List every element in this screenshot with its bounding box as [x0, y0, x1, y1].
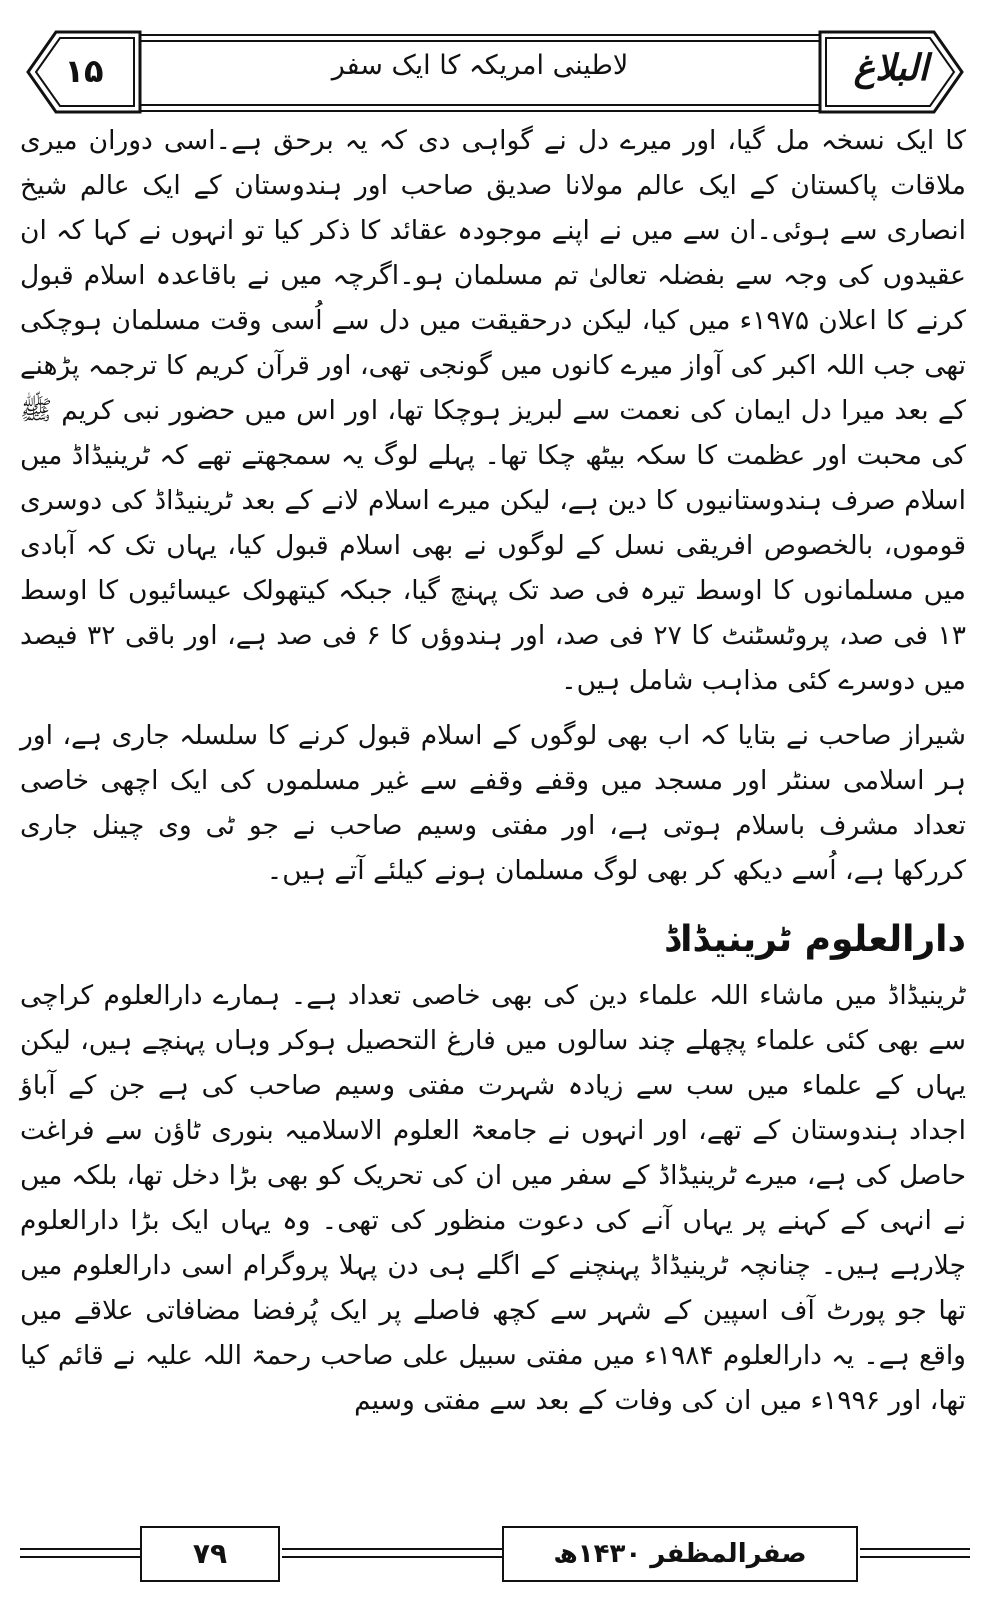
header-rule — [92, 40, 860, 42]
footer-page-number — [140, 1526, 280, 1582]
footer-issue-date — [502, 1526, 858, 1582]
paragraph: شیراز صاحب نے بتایا کہ اب بھی لوگوں کے اسلام قبول کرنے کا سلسلہ جاری ہے، اور ہر اسلامی سنٹر اور مسجد میں وقفے وقفے سے غیر مسلموں کی ایک اچھی خاصی تعداد مشرف باسلام ہوتی ہے، اور مفتی وسیم صاحب نے جو ٹی وی چینل جاری کررکھا ہے، اُسے دیکھ کر بھی لوگ مسلمان ہونے کیلئے آتے ہیں۔ — [20, 720, 966, 886]
paragraph: ٹرینیڈاڈ میں ماشاء اللہ علماء دین کی بھی خاصی تعداد ہے۔ ہمارے دارالعلوم کراچی سے بھی کئی علماء پچھلے چند سالوں میں فارغ التحصیل ہوکر وہاں پہنچے ہیں، لیکن یہاں کے علماء میں سب سے زیادہ شہرت مفتی وسیم صاحب کی ہے جن کے آباؤ اجداد ہندوستان کے تھے، اور انہوں نے جامعۃ العلوم الاسلامیہ بنوری ٹاؤن سے فراغت حاصل کی ہے، میرے ٹرینیڈاڈ کے سفر میں ان کی تحریک کو بھی بڑا دخل تھا، بلکہ میں نے انہی کے کہنے پر یہاں آنے کی دعوت منظور کی تھی۔ وہ یہاں ایک بڑا دارالعلوم چلارہے ہیں۔ چنانچہ ٹرینیڈاڈ پہنچنے کے اگلے ہی دن پہلا پروگرام اسی دارالعلوم میں تھا جو پورٹ آف اسپین کے شہر سے کچھ فاصلے پر ایک پُرفضا مضافاتی علاقے میں واقع ہے۔ یہ دارالعلوم ۱۹۸۴ء میں مفتی سبیل علی صاحب رحمۃ اللہ علیہ نے قائم کیا تھا، اور ۱۹۹۶ء میں ان کی وفات کے بعد سے مفتی وسیم — [20, 980, 966, 1416]
footer-rule — [282, 1556, 502, 1558]
page-number-badge — [24, 28, 144, 116]
footer-rule — [860, 1556, 970, 1558]
logo-text: البلاغ — [853, 48, 929, 89]
footer-page-number-text: ۷۹ — [192, 1537, 228, 1570]
article-body — [20, 118, 966, 1423]
footer-rule — [282, 1548, 502, 1550]
footer-rule — [860, 1548, 970, 1550]
running-title: لاطینی امریکہ کا ایک سفر — [331, 50, 629, 81]
header-rule — [92, 110, 860, 112]
header-rule — [92, 34, 860, 36]
footer-rule — [20, 1556, 140, 1558]
page-number: ۱۵ — [64, 52, 104, 90]
footer-issue-text: صفرالمظفر ۱۴۳۰ھ — [553, 1539, 807, 1569]
paragraph: کا ایک نسخہ مل گیا، اور میرے دل نے گواہی دی کہ یہ برحق ہے۔اسی دوران میری ملاقات پاکستان کے ایک عالم مولانا صدیق صاحب اور ہندوستان کے ایک عالم شیخ انصاری سے ہوئی۔ان سے میں نے اپنے موجودہ عقائد کا ذکر کیا تو انہوں نے کہا کہ ان عقیدوں کی وجہ سے بفضلہ تعالیٰ تم مسلمان ہو۔اگرچہ میں نے باقاعدہ اسلام قبول کرنے کا اعلان ۱۹۷۵ء میں کیا، لیکن درحقیقت میں دل سے اُسی وقت مسلمان ہوچکی تھی جب اللہ اکبر کی آواز میرے کانوں میں گونجی تھی، اور قرآن کریم کا ترجمہ پڑھنے کے بعد میرا دل ایمان کی نعمت سے لبریز ہوچکا تھا، اور اس میں حضور نبی کریم ﷺ کی محبت اور عظمت کا سکہ بیٹھ چکا تھا۔ پہلے لوگ یہ سمجھتے تھے کہ ٹرینیڈاڈ میں اسلام صرف ہندوستانیوں کا دین ہے، لیکن میرے اسلام لانے کے بعد ٹرینیڈاڈ کی دوسری قوموں، بالخصوص افریقی نسل کے لوگوں نے بھی اسلام قبول کیا، یہاں تک کہ آبادی میں مسلمانوں کا اوسط تیرہ فی صد تک پہنچ گیا، جبکہ کیتھولک عیسائیوں کا اوسط ۱۳ فی صد، پروٹسٹنٹ کا ۲۷ فی صد، اور ہندوؤں کا ۶ فی صد ہے، اور باقی ۳۲ فیصد میں دوسرے کئی مذاہب شامل ہیں۔ — [20, 125, 966, 696]
footer-rule — [20, 1548, 140, 1550]
header-rule — [92, 104, 860, 106]
magazine-logo — [816, 28, 966, 116]
section-heading: دارالعلوم ٹرینیڈاڈ — [664, 919, 966, 960]
